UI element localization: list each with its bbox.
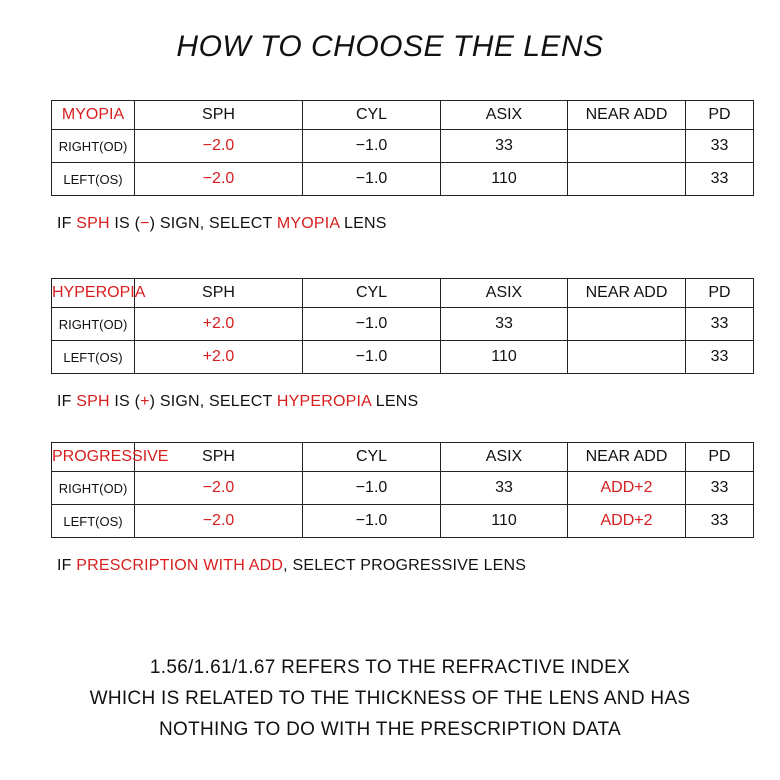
col-near-add: NEAR ADD xyxy=(568,443,686,472)
eye-label: LEFT(OS) xyxy=(52,163,135,196)
note-highlight: MYOPIA xyxy=(276,215,340,232)
cyl-value: −1.0 xyxy=(303,308,441,341)
note-text: IS ( xyxy=(109,393,141,410)
note-highlight: HYPEROPIA xyxy=(276,393,372,410)
note-text: IF xyxy=(57,215,77,232)
col-sph: SPH xyxy=(135,101,303,130)
col-sph: SPH xyxy=(135,443,303,472)
cyl-value: −1.0 xyxy=(303,472,441,505)
table-row xyxy=(52,472,754,505)
myopia-label: MYOPIA xyxy=(52,101,135,130)
myopia-note xyxy=(57,215,387,233)
col-asix: ASIX xyxy=(441,101,568,130)
col-near-add: NEAR ADD xyxy=(568,279,686,308)
asix-value: 110 xyxy=(441,505,568,538)
asix-value: 110 xyxy=(441,341,568,374)
pd-value: 33 xyxy=(686,308,754,341)
sph-value: −2.0 xyxy=(135,130,303,163)
pd-value: 33 xyxy=(686,505,754,538)
note-highlight: SPH xyxy=(76,215,110,232)
table-row xyxy=(52,308,754,341)
note-highlight: − xyxy=(140,215,150,232)
col-cyl: CYL xyxy=(303,279,441,308)
col-pd: PD xyxy=(686,443,754,472)
note-text: IF xyxy=(57,393,77,410)
pd-value: 33 xyxy=(686,130,754,163)
note-text: IS ( xyxy=(109,215,141,232)
near-add-value xyxy=(568,130,686,163)
note-text: LENS xyxy=(371,393,419,410)
cyl-value: −1.0 xyxy=(303,163,441,196)
progressive-table xyxy=(51,442,754,538)
col-cyl: CYL xyxy=(303,101,441,130)
col-near-add: NEAR ADD xyxy=(568,101,686,130)
cyl-value: −1.0 xyxy=(303,130,441,163)
sph-value: −2.0 xyxy=(135,472,303,505)
asix-value: 33 xyxy=(441,472,568,505)
cyl-value: −1.0 xyxy=(303,505,441,538)
progressive-note xyxy=(57,557,526,575)
table-header-row xyxy=(52,443,754,472)
table-row xyxy=(52,505,754,538)
near-add-value: ADD+2 xyxy=(568,472,686,505)
eye-label: RIGHT(OD) xyxy=(52,130,135,163)
cyl-value: −1.0 xyxy=(303,341,441,374)
col-cyl: CYL xyxy=(303,443,441,472)
asix-value: 110 xyxy=(441,163,568,196)
table-row xyxy=(52,163,754,196)
near-add-value xyxy=(568,341,686,374)
note-highlight: + xyxy=(140,393,150,410)
note-text: IF xyxy=(57,557,77,574)
asix-value: 33 xyxy=(441,308,568,341)
note-highlight: SPH xyxy=(76,393,110,410)
eye-label: RIGHT(OD) xyxy=(52,472,135,505)
near-add-value xyxy=(568,308,686,341)
sph-value: −2.0 xyxy=(135,163,303,196)
page-title: HOW TO CHOOSE THE LENS xyxy=(176,30,604,63)
col-pd: PD xyxy=(686,101,754,130)
col-asix: ASIX xyxy=(441,443,568,472)
pd-value: 33 xyxy=(686,163,754,196)
note-text: ) SIGN, SELECT xyxy=(149,393,277,410)
table-header-row xyxy=(52,101,754,130)
col-pd: PD xyxy=(686,279,754,308)
footer-line: NOTHING TO DO WITH THE PRESCRIPTION DATA xyxy=(158,719,622,740)
hyperopia-table xyxy=(51,278,754,374)
hyperopia-label: HYPEROPIA xyxy=(52,279,135,308)
sph-value: −2.0 xyxy=(135,505,303,538)
col-asix: ASIX xyxy=(441,279,568,308)
near-add-value xyxy=(568,163,686,196)
note-highlight: PRESCRIPTION WITH ADD xyxy=(76,557,284,574)
hyperopia-note xyxy=(57,393,418,411)
footer-line: 1.56/1.61/1.67 REFERS TO THE REFRACTIVE INDEX xyxy=(149,657,631,678)
table-row xyxy=(52,341,754,374)
table-row xyxy=(52,130,754,163)
pd-value: 33 xyxy=(686,341,754,374)
col-sph: SPH xyxy=(135,279,303,308)
footer-line: WHICH IS RELATED TO THE THICKNESS OF THE LENS AND HAS xyxy=(89,688,691,709)
sph-value: +2.0 xyxy=(135,308,303,341)
eye-label: LEFT(OS) xyxy=(52,341,135,374)
progressive-label: PROGRESSIVE xyxy=(52,443,135,472)
eye-label: LEFT(OS) xyxy=(52,505,135,538)
note-text: ) SIGN, SELECT xyxy=(149,215,277,232)
note-text: LENS xyxy=(339,215,387,232)
table-header-row xyxy=(52,279,754,308)
note-text: , SELECT PROGRESSIVE LENS xyxy=(283,557,527,574)
eye-label: RIGHT(OD) xyxy=(52,308,135,341)
pd-value: 33 xyxy=(686,472,754,505)
asix-value: 33 xyxy=(441,130,568,163)
near-add-value: ADD+2 xyxy=(568,505,686,538)
sph-value: +2.0 xyxy=(135,341,303,374)
myopia-table xyxy=(51,100,754,196)
